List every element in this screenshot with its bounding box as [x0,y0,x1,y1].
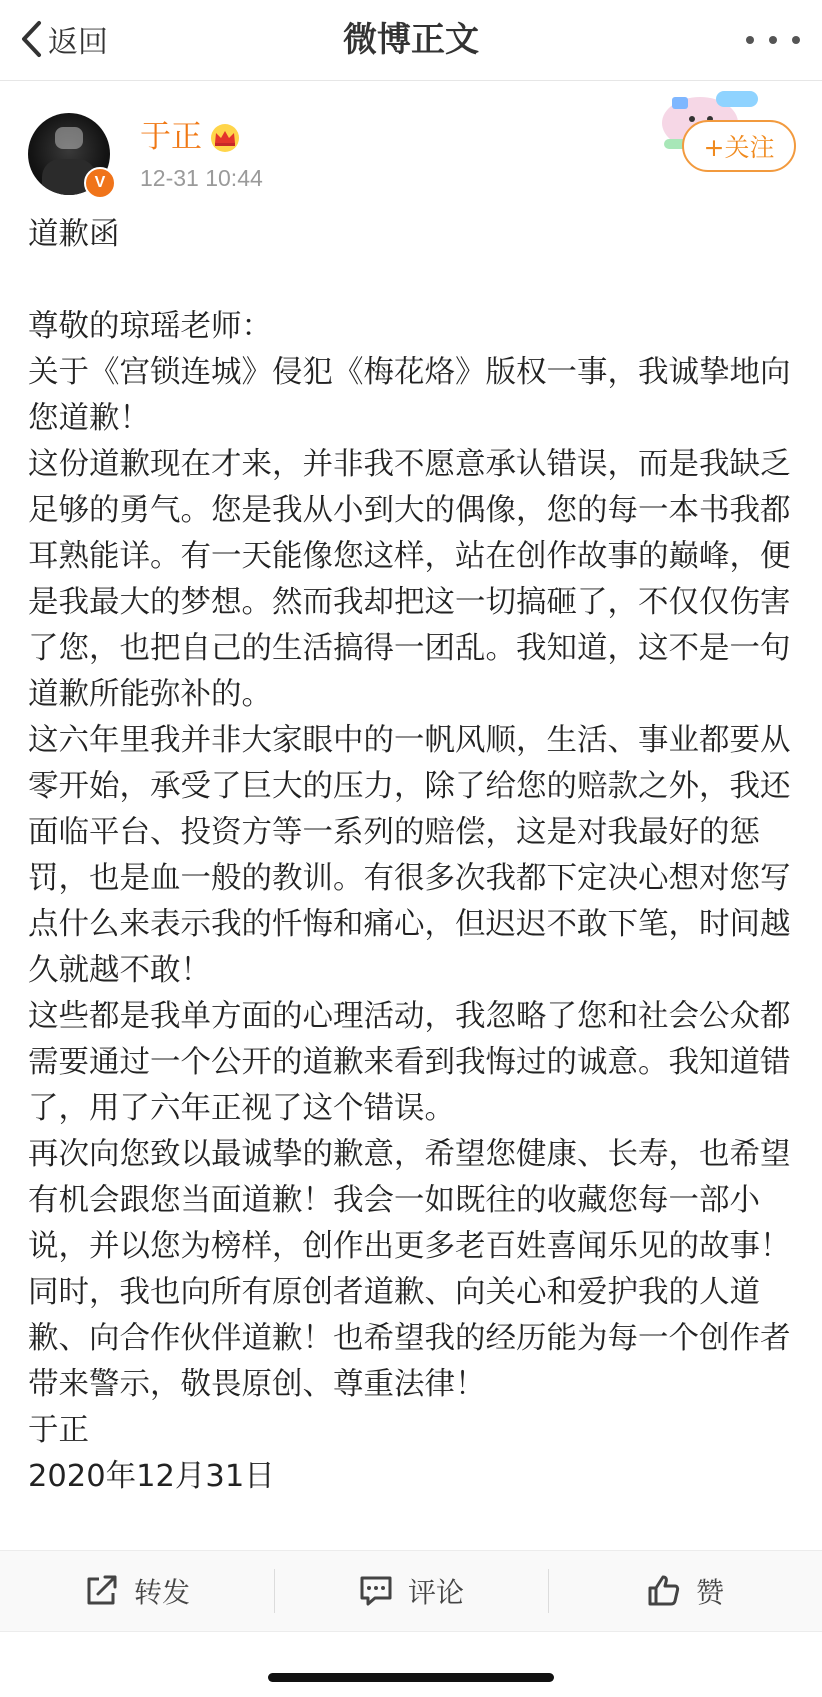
signature: 于正 [28,1413,89,1448]
more-dots-icon[interactable] [746,18,800,62]
action-bar [0,1550,822,1632]
share-icon [84,1574,120,1608]
repost-label: 转发 [133,1576,190,1609]
body-paragraph: 这六年里我并非大家眼中的一帆风顺，生活、事业都要从零开始，承受了巨大的压力，除了给您的赔款之外，我还面临平台、投资方等一系列的赔偿，这是对我最好的惩罚，也是血一般的教训。有很多次我都下定决心想对您写点什么来表示我的忏悔和痛心，但迟迟不敢下笔，时间越久就越不敢！ [28,723,791,988]
crown-icon[interactable] [208,123,242,153]
comment-label: 评论 [407,1576,464,1609]
salutation: 尊敬的琼瑶老师： [28,309,272,344]
letter-title: 道歉函 [28,217,120,252]
verified-v-icon: V [84,167,116,199]
home-indicator [268,1673,554,1682]
body-paragraph: 再次向您致以最诚挚的歉意，希望您健康、长寿，也希望有机会跟您当面道歉！我会一如既往的收藏您每一部小说，并以您为榜样，创作出更多老百姓喜闻乐见的故事！ [28,1137,791,1264]
like-button[interactable] [548,1551,822,1631]
paragraph-spacer [28,258,798,304]
comment-button[interactable] [274,1551,548,1631]
thumbs-up-icon [646,1574,682,1608]
like-label: 赞 [695,1576,724,1609]
post-body [28,212,798,1500]
repost-button[interactable] [0,1551,274,1631]
body-paragraph: 这份道歉现在才来，并非我不愿意承认错误，而是我缺乏足够的勇气。您是我从小到大的偶像，您的每一本书我都耳熟能详。有一天能像您这样，站在创作故事的巅峰，便是我最大的梦想。然而我却把这一切搞砸了，不仅仅伤害了您，也把自己的生活搞得一团乱。我知道，这不是一句道歉所能弥补的。 [28,447,791,712]
top-nav-bar [0,0,822,81]
post-header [0,81,822,211]
body-paragraph: 关于《宫锁连城》侵犯《梅花烙》版权一事，我诚挚地向您道歉！ [28,355,791,436]
author-name[interactable]: 于正 [140,119,202,155]
body-paragraph: 这些都是我单方面的心理活动，我忽略了您和社会公众都需要通过一个公开的道歉来看到我悔过的诚意。我知道错了，用了六年正视了这个错误。 [28,999,791,1126]
letter-date: 2020年12月31日 [28,1459,275,1494]
post-time: 12-31 10:44 [140,165,263,191]
body-paragraph: 同时，我也向所有原创者道歉、向关心和爱护我的人道歉、向合作伙伴道歉！也希望我的经历能为每一个创作者带来警示，敬畏原创、尊重法律！ [28,1275,791,1402]
follow-button[interactable]: +关注 [682,120,796,172]
page-title: 微博正文 [343,20,479,60]
comment-icon [358,1574,394,1608]
back-label: 返回 [48,25,108,60]
